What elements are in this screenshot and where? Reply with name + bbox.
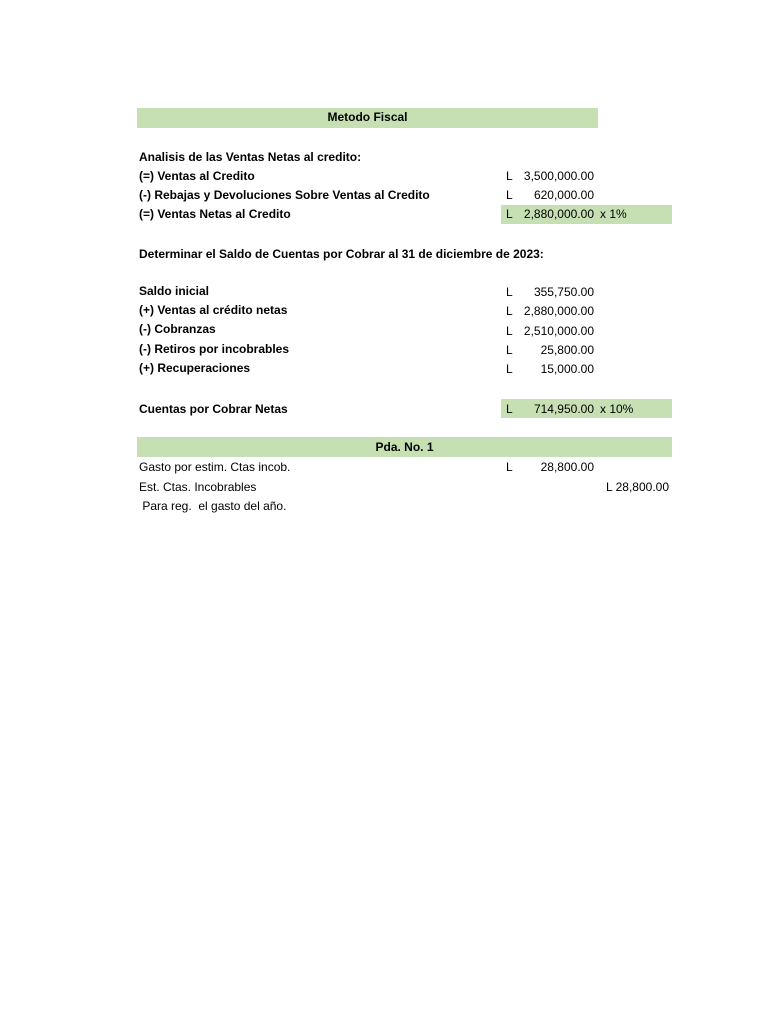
analysis-row-label: (=) Ventas al Credito <box>139 169 255 183</box>
balance-row-amount: 15,000.00 <box>540 362 594 376</box>
balance-row-amount: 2,510,000.00 <box>523 324 594 338</box>
entry-debit-label: Gasto por estim. Ctas incob. <box>139 460 291 474</box>
currency-symbol: L <box>506 460 513 474</box>
entry-credit-amount: L 28,800.00 <box>606 480 669 494</box>
analysis-row-amount: 620,000.00 <box>533 188 594 202</box>
analysis-row-amount: 2,880,000.00 <box>523 207 594 221</box>
balance-row-amount: 25,800.00 <box>540 343 594 357</box>
currency-symbol: L <box>506 188 513 202</box>
currency-symbol: L <box>506 285 513 299</box>
analysis-row-label: (=) Ventas Netas al Credito <box>139 207 291 221</box>
currency-symbol: L <box>506 324 513 338</box>
balance-row-label: (-) Cobranzas <box>139 322 216 336</box>
balance-row-label: (+) Ventas al crédito netas <box>139 303 288 317</box>
currency-symbol: L <box>506 169 513 183</box>
currency-symbol: L <box>506 343 513 357</box>
balance-row-label: (+) Recuperaciones <box>139 361 251 375</box>
balance-row-label: (-) Retiros por incobrables <box>139 342 290 356</box>
currency-symbol: L <box>506 207 513 221</box>
balance-row-amount: 355,750.00 <box>533 285 594 299</box>
balance-heading: Determinar el Saldo de Cuentas por Cobrar al 31 de diciembre de 2023: <box>139 247 544 261</box>
entry-title: Pda. No. 1 <box>375 440 434 454</box>
net-receivables-label: Cuentas por Cobrar Netas <box>139 402 288 416</box>
currency-symbol: L <box>506 304 513 318</box>
balance-row-amount: 2,880,000.00 <box>523 304 594 318</box>
entry-credit-label: Est. Ctas. Incobrables <box>139 480 257 494</box>
analysis-row-amount: 3,500,000.00 <box>523 169 594 183</box>
net-receivables-amount: 714,950.00 <box>533 402 594 416</box>
entry-memo: Para reg. el gasto del año. <box>139 499 287 513</box>
net-receivables-multiplier: x 10% <box>600 402 634 416</box>
analysis-heading: Analisis de las Ventas Netas al credito: <box>139 150 362 164</box>
entry-debit-amount: 28,800.00 <box>540 460 594 474</box>
analysis-row-label: (-) Rebajas y Devoluciones Sobre Ventas al Credito <box>139 188 430 202</box>
balance-row-label: Saldo inicial <box>139 284 210 298</box>
currency-symbol: L <box>506 362 513 376</box>
analysis-multiplier: x 1% <box>600 207 627 221</box>
currency-symbol: L <box>506 402 513 416</box>
page-title: Metodo Fiscal <box>327 110 408 124</box>
